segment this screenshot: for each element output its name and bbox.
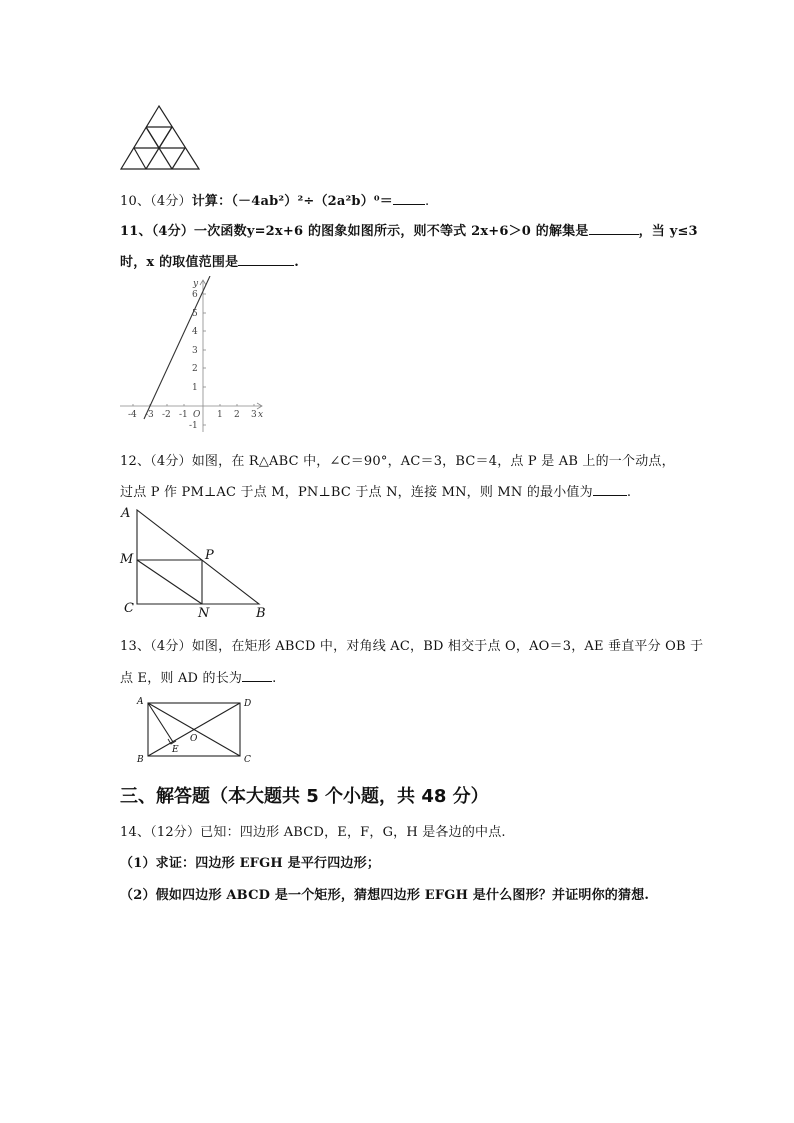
y-tick-label: 5 [192,309,198,319]
rectangle-figure [134,694,258,766]
triangle-grid-figure [118,103,204,171]
y-tick-label: 2 [192,364,198,374]
q12-line2-b: . [626,485,632,500]
point-label-a: A [121,506,131,521]
q13-line2-b: . [272,671,277,686]
question-11-line1 [120,220,698,239]
point-label-b: B [256,606,266,621]
origin-label: O [193,410,201,420]
question-13-line2 [120,667,276,686]
q10-end: . [425,194,430,209]
y-tick-label: 1 [192,383,198,393]
q11-line1-b: ，当 y≤3 [638,224,698,239]
question-11-line2 [120,251,299,270]
x-tick-label: -2 [162,410,171,420]
point-label-c: C [244,755,251,765]
y-tick-label: -1 [189,421,198,431]
question-10 [120,190,429,209]
section-heading: 三、解答题（本大题共 5 个小题，共 48 分） [120,786,489,807]
question-14-intro [120,821,506,840]
question-12-line1 [120,450,675,469]
question-14-part2 [120,884,649,903]
q12-line2-a: 过点 P 作 PM⊥AC 于点 M，PN⊥BC 于点 N，连接 MN，则 MN 的最小值为 [120,485,593,500]
q14-part1: （1）求证：四边形 EFGH 是平行四边形； [120,856,381,871]
q11-line2-a: 时，x 的取值范围是 [120,255,239,270]
point-label-e: E [172,745,179,755]
right-triangle-figure [116,500,276,622]
q11-blank-2 [238,254,294,266]
q13-blank [242,670,272,682]
question-13-line1 [120,635,703,654]
x-tick-label: -1 [179,410,188,420]
x-tick-label: -4 [128,410,137,420]
x-tick-label: 1 [217,410,223,420]
q11-blank-1 [589,223,639,235]
point-label-d: D [244,699,252,709]
q12-line1: 12、（4分）如图，在 R△ABC 中，∠C＝90°，AC＝3，BC＝4，点 P 是 AB 上的一个动点， [120,454,675,469]
question-12-line2 [120,481,631,500]
point-label-b: B [137,755,144,765]
q10-text: 计算：（－4ab²）²÷（2a²b）⁰＝ [191,194,394,209]
x-tick-label: 2 [234,410,240,420]
q11-line2-b: . [294,255,300,270]
x-axis-label: x [258,410,264,420]
q11-line1-a: 11、（4分）一次函数y=2x+6 的图象如图所示，则不等式 2x+6＞0 的解集是 [120,224,589,239]
point-label-p: P [205,548,214,563]
q10-blank [393,193,425,205]
q14-intro: 14、（12分）已知：四边形 ABCD，E，F，G，H 是各边的中点. [120,825,506,840]
q13-line2-a: 点 E，则 AD 的长为 [120,671,243,686]
x-tick-label: 3 [251,410,257,420]
y-axis-label: y [193,279,199,289]
y-tick-label: 3 [192,346,198,356]
linear-function-graph [116,276,268,436]
point-label-a: A [137,697,144,707]
x-tick-label: -3 [145,410,154,420]
point-label-c: C [124,601,134,616]
y-tick-label: 4 [192,327,198,337]
point-label-n: N [198,606,210,621]
q13-line1: 13、（4分）如图，在矩形 ABCD 中，对角线 AC，BD 相交于点 O，AO＝3，AE 垂直平分 OB 于 [120,639,704,654]
question-14-part1 [120,852,380,871]
q14-part2: （2）假如四边形 ABCD 是一个矩形，猜想四边形 EFGH 是什么图形？并证明你的猜想. [120,888,650,903]
q12-blank [593,484,627,496]
point-label-m: M [120,552,134,567]
q10-number: 10、（4分） [120,194,192,209]
point-label-o: O [190,734,198,744]
y-tick-label: 6 [192,290,198,300]
function-line [144,276,210,419]
